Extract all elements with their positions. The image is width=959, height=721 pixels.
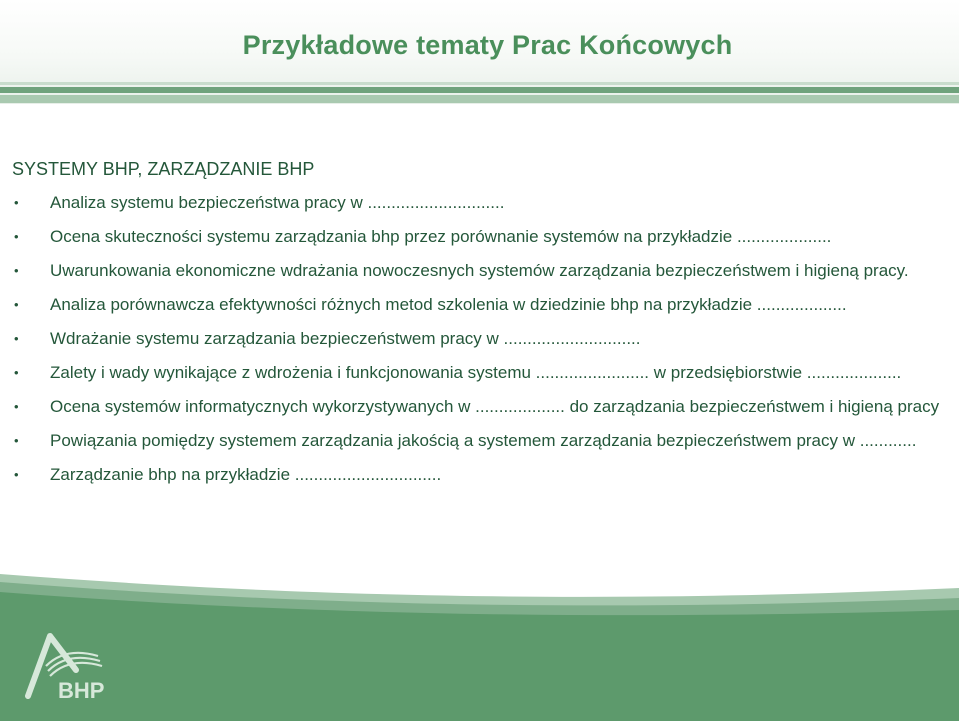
header-divider-dark [0, 87, 959, 93]
topics-list [12, 190, 942, 487]
list-item [12, 360, 942, 385]
section-heading: SYSTEMY BHP, ZARZĄDZANIE BHP [12, 159, 315, 179]
topic-text: Analiza systemu bezpieczeństwa pracy w ............................. [50, 193, 505, 212]
topic-text: Zalety i wady wynikające z wdrożenia i funkcjonowania systemu ........................ w przedsiębiorstwie .................... [50, 363, 902, 382]
topic-text: Powiązania pomiędzy systemem zarządzania jakością a systemem zarządzania bezpieczeństwem pracy w ............ [50, 431, 917, 450]
topic-text: Uwarunkowania ekonomiczne wdrażania nowoczesnych systemów zarządzania bezpieczeństwem i higieną pracy. [50, 261, 909, 280]
bullet-icon: • [14, 229, 19, 244]
topic-text: Ocena skuteczności systemu zarządzania bhp przez porównanie systemów na przykładzie .................... [50, 227, 832, 246]
bullet-icon: • [14, 467, 19, 482]
topic-text: Ocena systemów informatycznych wykorzystywanych w ................... do zarządzania bezpieczeństwem i higieną pracy [50, 397, 940, 416]
list-item [12, 190, 942, 215]
bullet-icon: • [14, 263, 19, 278]
bullet-icon: • [14, 195, 19, 210]
list-item [12, 326, 942, 351]
bullet-icon: • [14, 331, 19, 346]
page-title: Przykładowe tematy Prac Końcowych [242, 30, 733, 60]
logo-text: BHP [58, 678, 105, 702]
list-item [12, 428, 942, 453]
list-item [12, 258, 942, 283]
topic-text: Analiza porównawcza efektywności różnych metod szkolenia w dziedzinie bhp na przykładzie ................... [50, 295, 847, 314]
header-divider-mid [0, 95, 959, 103]
bullet-icon: • [14, 297, 19, 312]
list-item [12, 224, 942, 249]
bullet-icon: • [14, 399, 19, 414]
bullet-icon: • [14, 433, 19, 448]
list-item [12, 394, 942, 419]
bullet-icon: • [14, 365, 19, 380]
slide-content [12, 158, 942, 496]
list-item [12, 292, 942, 317]
topic-text: Wdrażanie systemu zarządzania bezpieczeństwem pracy w ............................. [50, 329, 641, 348]
topic-text: Zarządzanie bhp na przykładzie ............................... [50, 465, 442, 484]
list-item [12, 462, 942, 487]
house-roof-waves-icon [20, 622, 120, 702]
header-band [0, 0, 959, 104]
footer-wave [0, 560, 959, 721]
header-divider-light [0, 82, 959, 85]
